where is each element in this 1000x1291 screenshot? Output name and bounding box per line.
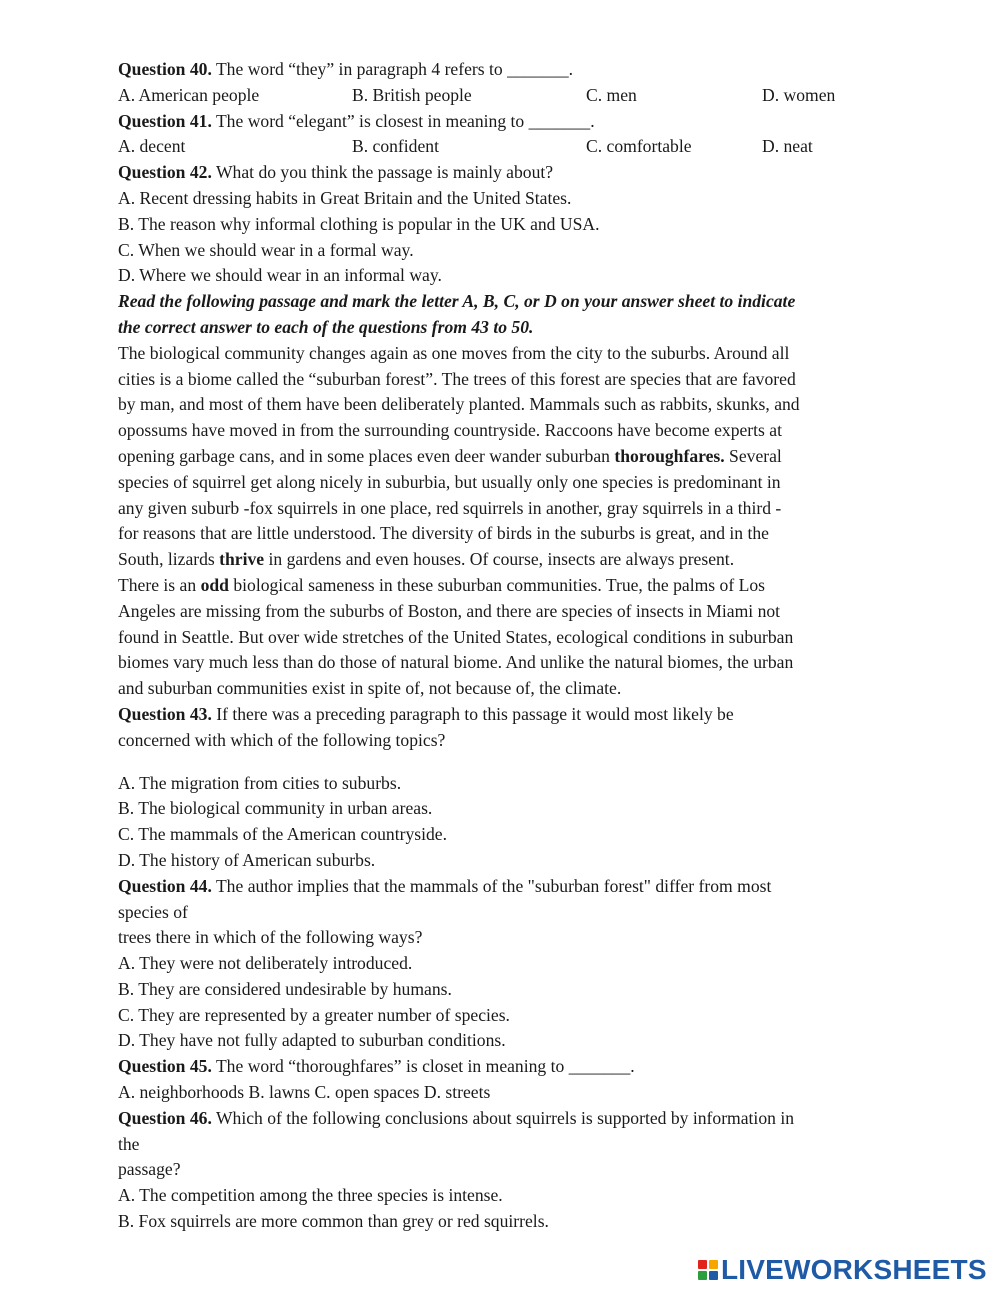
worksheet-page (118, 57, 878, 1235)
question-43 (118, 702, 878, 728)
question-label: Question 41. (118, 110, 212, 131)
passage-line: The biological community changes again as one moves from the city to the suburbs. Around all (118, 342, 790, 363)
question-text: The author implies that the mammals of the "suburban forest" differ from most (211, 875, 772, 896)
question-45 (118, 1054, 878, 1080)
highlighted-word: thrive (219, 549, 265, 570)
question-text: species of (118, 901, 188, 922)
question-42 (118, 160, 878, 186)
question-label: Question 43. (118, 703, 212, 724)
question-40-options (118, 83, 878, 109)
option-b[interactable]: B. They are considered undesirable by humans. (118, 978, 452, 999)
options-line[interactable]: A. neighborhoods B. lawns C. open spaces D. streets (118, 1082, 491, 1103)
passage-line: found in Seattle. But over wide stretches of the United States, ecological conditions in suburban (118, 626, 794, 647)
option-a[interactable]: A. American people (118, 84, 260, 105)
question-41-options (118, 134, 878, 160)
question-text: What do you think the passage is mainly about? (211, 162, 554, 183)
question-text: the (118, 1133, 140, 1154)
passage-text: Several (724, 445, 782, 466)
question-label: Question 42. (118, 162, 212, 183)
passage-text: in gardens and even houses. Of course, insects are always present. (264, 549, 735, 570)
question-text: The word “elegant” is closest in meaning to _______. (211, 110, 595, 131)
question-text: trees there in which of the following ways? (118, 927, 423, 948)
question-text: Which of the following conclusions about squirrels is supported by information in (211, 1107, 794, 1128)
passage-line: by man, and most of them have been deliberately planted. Mammals such as rabbits, skunks, and (118, 394, 800, 415)
option-a[interactable]: A. decent (118, 136, 186, 157)
question-41 (118, 109, 878, 135)
option-b[interactable]: B. British people (352, 84, 472, 105)
option-b[interactable]: B. confident (352, 136, 439, 157)
option-c[interactable]: C. When we should wear in a formal way. (118, 239, 414, 260)
question-label: Question 46. (118, 1107, 212, 1128)
option-d[interactable]: D. The history of American suburbs. (118, 849, 376, 870)
passage-text: opening garbage cans, and in some places even deer wander suburban (118, 445, 615, 466)
question-44 (118, 874, 878, 900)
passage-line: cities is a biome called the “suburban forest”. The trees of this forest are species that are favored (118, 368, 796, 389)
question-label: Question 40. (118, 59, 212, 79)
option-d[interactable]: D. women (762, 84, 836, 105)
question-text: concerned with which of the following topics? (118, 729, 446, 750)
question-text: The word “thoroughfares” is closet in meaning to _______. (211, 1056, 635, 1077)
passage-line: Angeles are missing from the suburbs of Boston, and there are species of insects in Miami not (118, 600, 781, 621)
passage-line: species of squirrel get along nicely in suburbia, but usually only one species is predominant in (118, 471, 781, 492)
option-a[interactable]: A. Recent dressing habits in Great Britain and the United States. (118, 187, 572, 208)
question-text: The word “they” in paragraph 4 refers to _______. (211, 59, 574, 79)
question-text: passage? (118, 1159, 181, 1180)
passage-line: opossums have moved in from the surrounding countryside. Raccoons have become experts at (118, 420, 783, 441)
highlighted-word: thoroughfares. (614, 445, 725, 466)
question-46 (118, 1106, 878, 1132)
passage-line: and suburban communities exist in spite of, not because of, the climate. (118, 678, 622, 699)
highlighted-word: odd (200, 574, 229, 595)
question-40 (118, 57, 878, 83)
passage-line: biomes vary much less than do those of natural biome. And unlike the natural biomes, the urban (118, 652, 794, 673)
liveworksheets-logo-icon (698, 1260, 718, 1280)
passage-text: South, lizards (118, 549, 220, 570)
option-b[interactable]: B. The reason why informal clothing is popular in the UK and USA. (118, 213, 600, 234)
option-d[interactable]: D. They have not fully adapted to suburban conditions. (118, 1030, 506, 1051)
passage-line (118, 573, 878, 599)
question-text: If there was a preceding paragraph to this passage it would most likely be (211, 703, 734, 724)
passage-line (118, 444, 878, 470)
option-b[interactable]: B. The biological community in urban areas. (118, 798, 433, 819)
reading-passage (118, 341, 878, 702)
option-a[interactable]: A. The competition among the three species is intense. (118, 1185, 503, 1206)
option-a[interactable]: A. They were not deliberately introduced. (118, 953, 413, 974)
option-d[interactable]: D. neat (762, 136, 813, 157)
passage-line: for reasons that are little understood. The diversity of birds in the suburbs is great, and in the (118, 523, 769, 544)
option-d[interactable]: D. Where we should wear in an informal way. (118, 265, 442, 286)
option-c[interactable]: C. comfortable (586, 136, 692, 157)
instruction-line: Read the following passage and mark the letter A, B, C, or D on your answer sheet to indicate (118, 291, 796, 312)
option-c[interactable]: C. The mammals of the American countryside. (118, 824, 447, 845)
liveworksheets-logo[interactable] (698, 1255, 987, 1285)
option-a[interactable]: A. The migration from cities to suburbs. (118, 772, 402, 793)
logo-text: LIVEWORKSHEETS (721, 1254, 987, 1285)
passage-line: any given suburb -fox squirrels in one place, red squirrels in another, gray squirrels in a third - (118, 497, 782, 518)
passage-text: biological sameness in these suburban communities. True, the palms of Los (228, 574, 765, 595)
passage-line (118, 547, 878, 573)
option-c[interactable]: C. They are represented by a greater number of species. (118, 1004, 510, 1025)
question-label: Question 45. (118, 1056, 212, 1077)
option-c[interactable]: C. men (586, 84, 637, 105)
option-b[interactable]: B. Fox squirrels are more common than grey or red squirrels. (118, 1211, 549, 1232)
question-label: Question 44. (118, 875, 212, 896)
passage-text: There is an (118, 574, 201, 595)
instruction-line: the correct answer to each of the questions from 43 to 50. (118, 316, 534, 337)
spacer (118, 754, 878, 771)
